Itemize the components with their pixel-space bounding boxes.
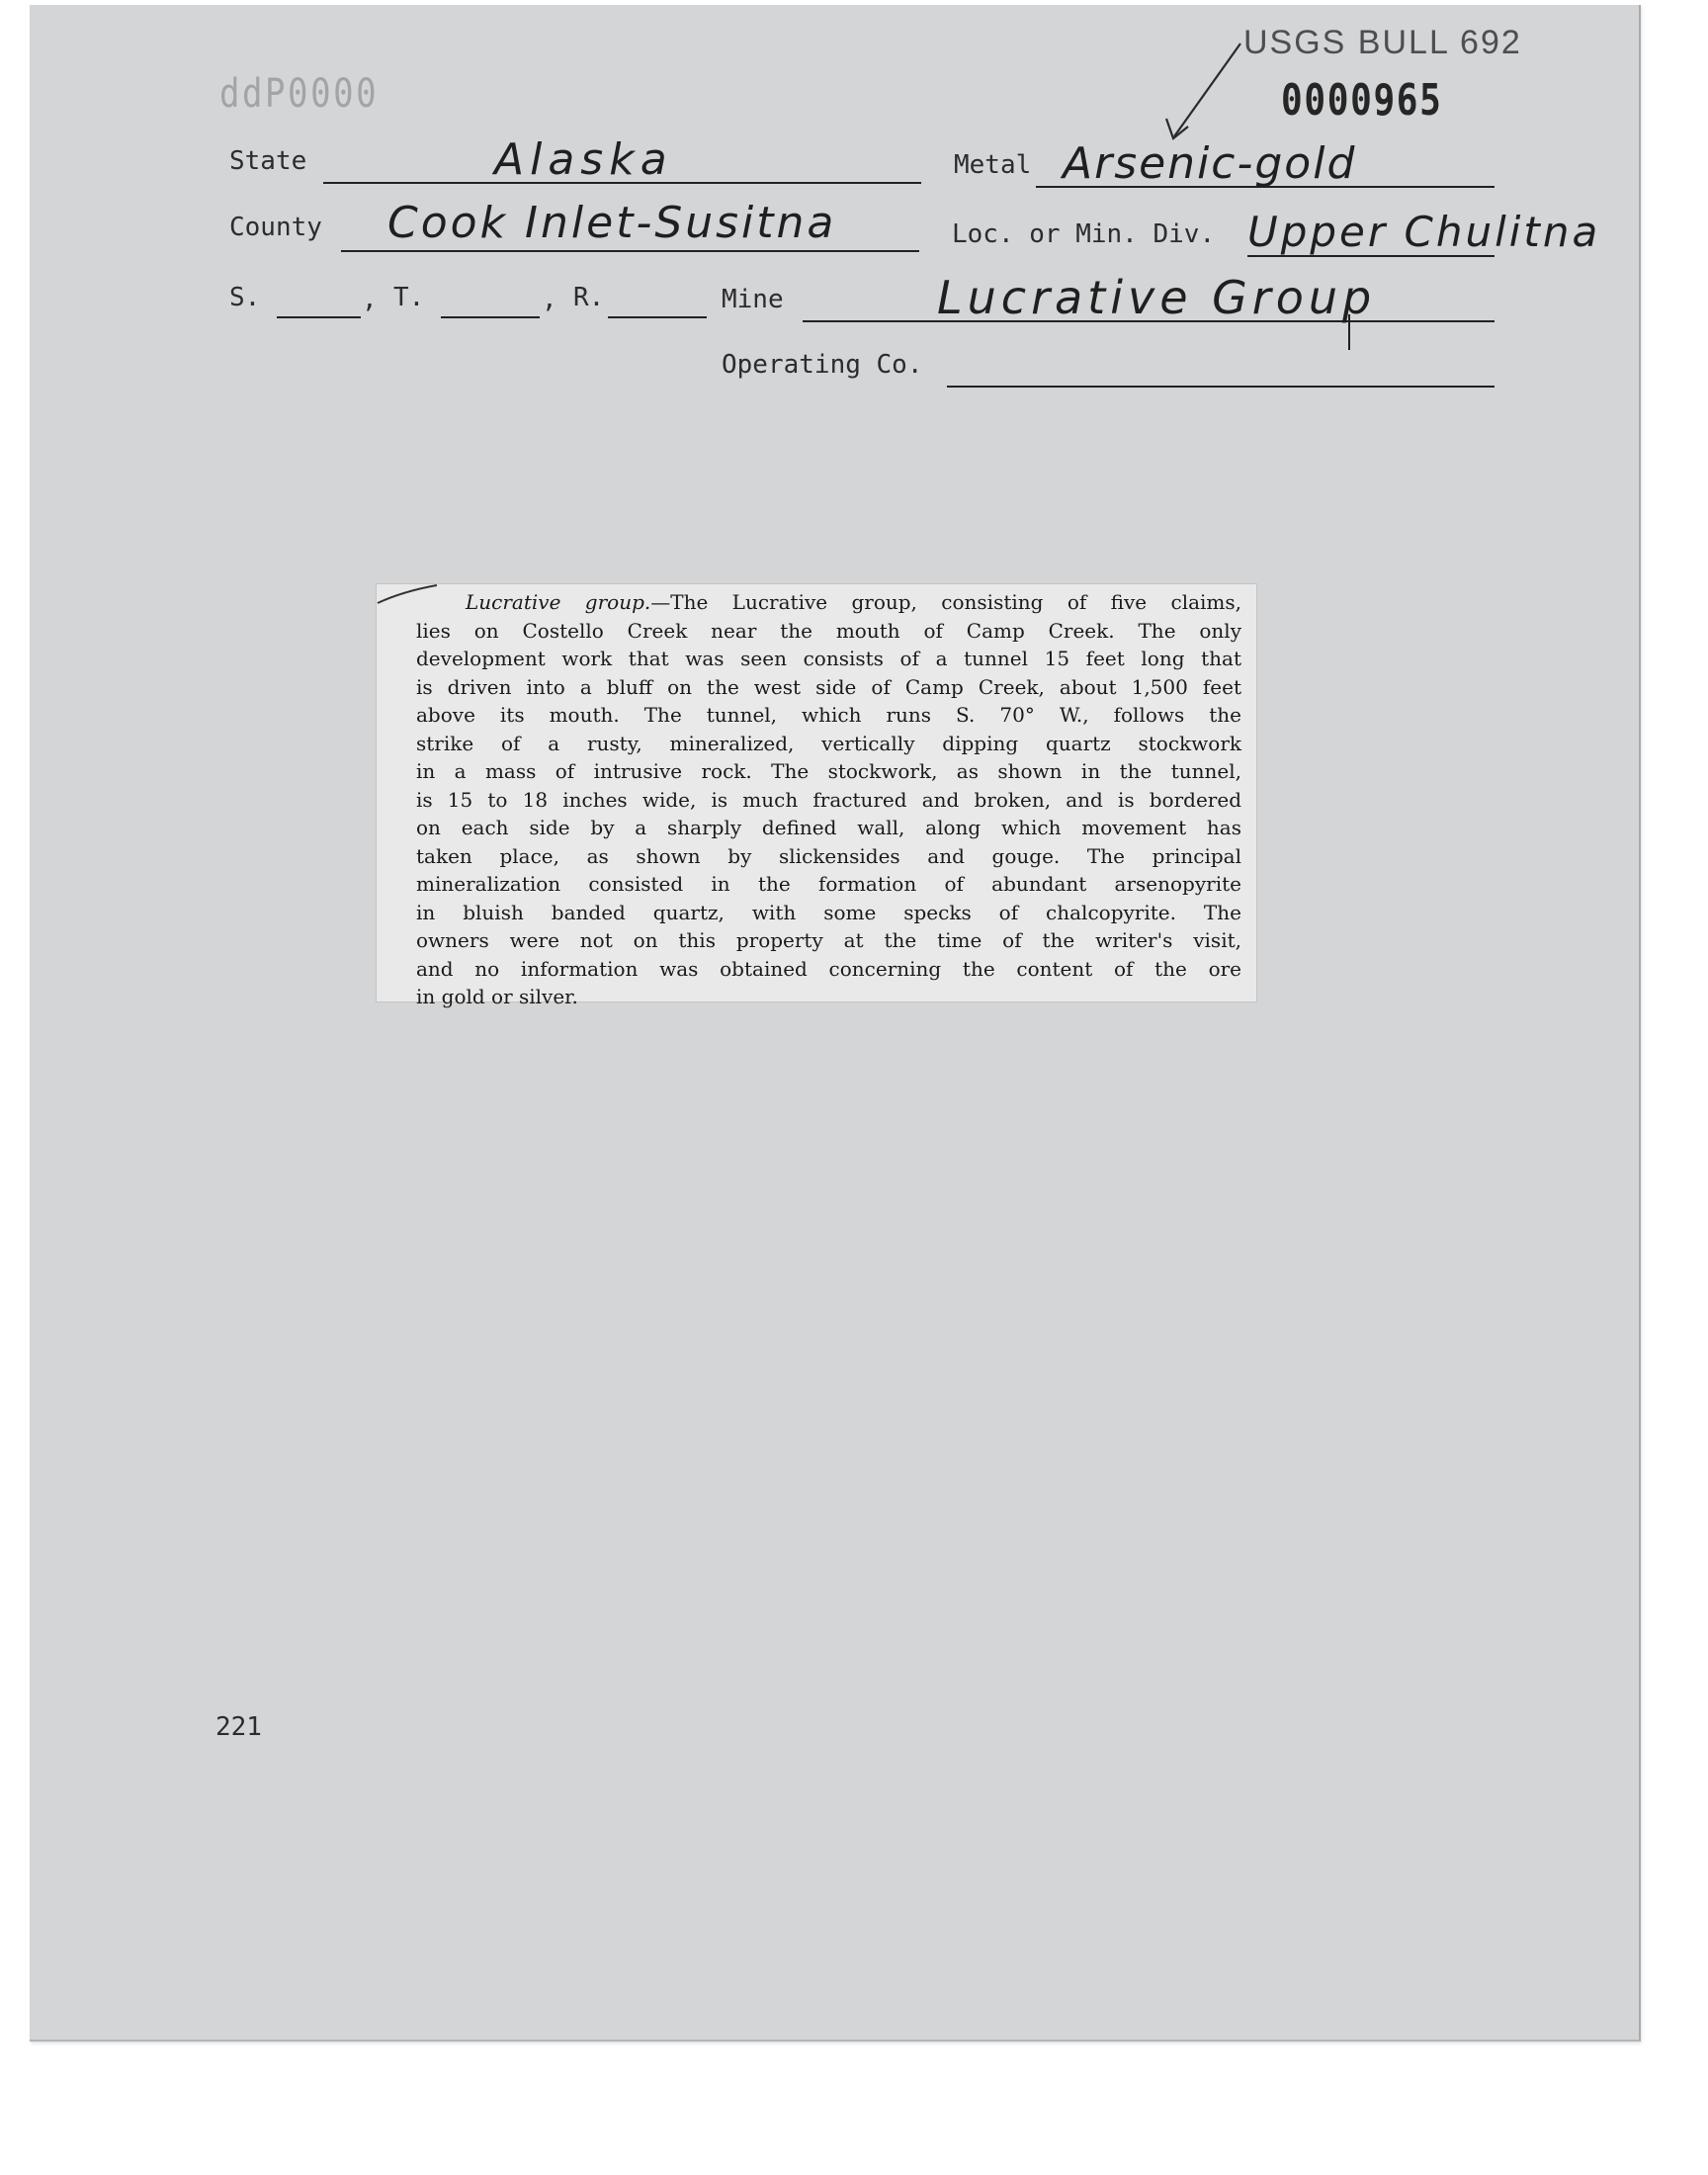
township-underline <box>441 316 540 318</box>
clipping-line: and no information was obtained concerning the content of the ore <box>416 956 1241 981</box>
mine-label: Mine <box>722 285 784 314</box>
clipping-heading: Lucrative group. <box>466 590 651 614</box>
mine-value: Lucrative Group <box>937 271 1377 324</box>
clipping-line: in gold or silver. <box>416 985 578 1008</box>
mine-value-descender <box>1348 314 1350 350</box>
state-label: State <box>229 146 307 176</box>
clipping-line: taken place, as shown by slickensides and gouge. The principal <box>416 843 1241 868</box>
metal-value: Arsenic-gold <box>1063 138 1357 189</box>
faint-stamp-number: ddP0000 <box>219 71 380 117</box>
clipping-line: mineralization consisted in the formation of abundant arsenopyrite <box>416 872 1241 896</box>
county-label: County <box>229 213 322 242</box>
loc-div-value: Upper Chulitna <box>1247 208 1601 256</box>
section-label: S. <box>229 283 261 312</box>
clipping-line: owners were not on this property at the time of the writer's visit, <box>416 928 1241 952</box>
comma-2: , <box>542 285 557 314</box>
range-underline <box>608 316 707 318</box>
clipping-line: strike of a rusty, mineralized, vertically dipping quartz stockwork <box>416 731 1241 755</box>
record-number-stamp: 0000965 <box>1281 75 1443 126</box>
operating-co-underline <box>947 386 1494 388</box>
arrow-mark-icon <box>1156 40 1245 148</box>
operating-co-label: Operating Co. <box>722 350 923 380</box>
record-card <box>30 5 1641 2042</box>
clipping-line: lies on Costello Creek near the mouth of Camp Creek. The only <box>416 618 1241 643</box>
clipping-line: on each side by a sharply defined wall, along which movement has <box>416 816 1241 839</box>
usgs-bulletin-stamp: USGS BULL 692 <box>1243 24 1522 61</box>
clipping-line: above its mouth. The tunnel, which runs S. 70° W., follows the <box>416 703 1241 727</box>
clipping-line: in bluish banded quartz, with some specks of chalcopyrite. The <box>416 900 1241 924</box>
township-label: T. <box>393 283 425 312</box>
clipping-line: Lucrative group.—The Lucrative group, consisting of five claims, <box>466 590 1242 614</box>
clipping-line: development work that was seen consists of a tunnel 15 feet long that <box>416 647 1241 670</box>
section-underline <box>277 316 361 318</box>
loc-div-label: Loc. or Min. Div. <box>952 219 1216 249</box>
page-number: 221 <box>215 1712 262 1742</box>
clipping-paragraph <box>416 588 1241 1011</box>
county-value: Cook Inlet-Susitna <box>387 198 837 248</box>
clipping-line: is 15 to 18 inches wide, is much fractured and broken, and is bordered <box>416 787 1241 812</box>
metal-label: Metal <box>954 150 1032 180</box>
state-value: Alaska <box>494 134 673 185</box>
county-underline <box>341 250 919 252</box>
clipping-line: is driven into a bluff on the west side of Camp Creek, about 1,500 feet <box>416 674 1241 699</box>
clipping-line: in a mass of intrusive rock. The stockwork, as shown in the tunnel, <box>416 759 1241 783</box>
bulletin-clipping <box>376 583 1257 1008</box>
range-label: R. <box>573 283 605 312</box>
pencil-check-mark-icon <box>374 581 443 611</box>
comma-1: , <box>362 285 378 314</box>
